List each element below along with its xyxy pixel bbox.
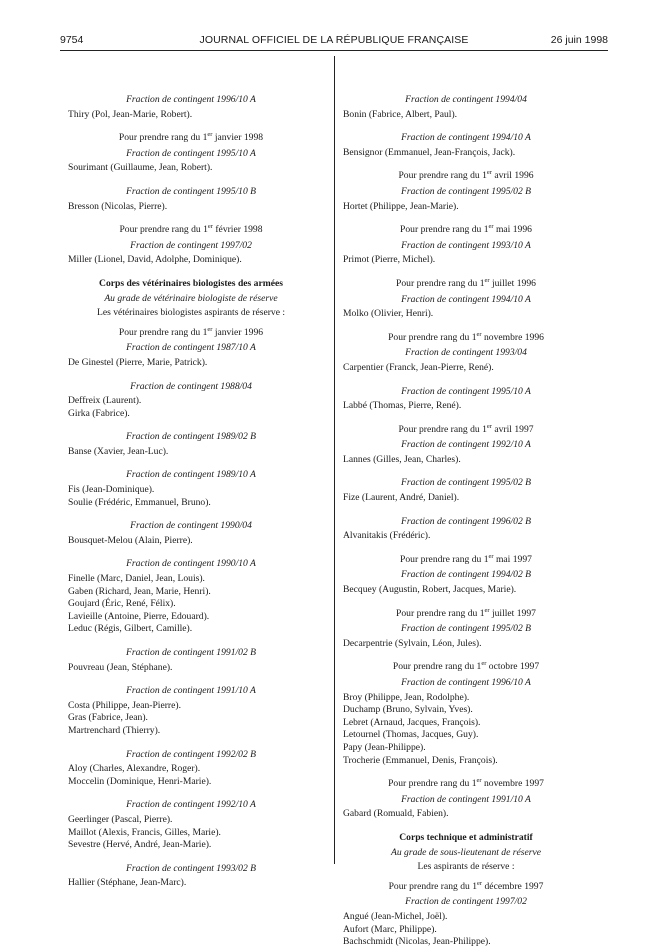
officer-name: Angué (Jean-Michel, Joël). <box>343 910 448 922</box>
officer-name: Fis (Jean-Dominique). <box>68 484 155 496</box>
page-number: 9754 <box>60 34 84 46</box>
column-divider <box>334 56 335 864</box>
officer-name: Miller (Lionel, David, Adolphe, Dominique). <box>68 254 242 266</box>
fraction-line: Fraction de contingent 1992/10 A <box>401 439 531 451</box>
rank-date-line: Pour prendre rang du 1er mai 1996 <box>400 222 532 236</box>
header-rule <box>60 50 608 51</box>
officer-name: Geerlinger (Pascal, Pierre). <box>68 813 173 825</box>
rank-date-line: Pour prendre rang du 1er octobre 1997 <box>392 660 540 673</box>
officer-name: Hortet (Philippe, Jean-Marie). <box>343 200 459 212</box>
officer-name: Fize (Laurent, André, Daniel). <box>343 492 460 504</box>
fraction-line: Fraction de contingent 1995/10 A <box>401 385 531 397</box>
officer-name: Bensignor (Emmanuel, Jean-François, Jack). <box>343 146 516 158</box>
officer-name: Bresson (Nicolas, Pierre). <box>68 200 168 212</box>
officer-name: Aloy (Charles, Alexandre, Roger). <box>68 763 201 775</box>
grade-line: Au grade de vétérinaire biologiste de réserve <box>104 292 278 304</box>
rank-date-line: Pour prendre rang du 1er juillet 1996 <box>396 276 536 289</box>
rank-date-line: Pour prendre rang du 1er novembre 1996 <box>388 330 544 343</box>
fraction-line: Fraction de contingent 1994/04 <box>405 94 527 105</box>
officer-name: Broy (Philippe, Jean, Rodolphe). <box>343 691 470 703</box>
fraction-line: Fraction de contingent 1992/02 B <box>125 748 257 760</box>
rank-date-line: Pour prendre rang du 1er avril 1996 <box>398 169 534 182</box>
rank-date-line: Pour prendre rang du 1er mai 1997 <box>400 552 532 565</box>
officer-name: Gaben (Richard, Jean, Marie, Henri). <box>68 585 211 597</box>
intro-line: Les vétérinaires biologistes aspirants de réserve : <box>96 307 286 319</box>
fraction-line: Fraction de contingent 1990/10 A <box>126 558 256 570</box>
rank-date-line: Pour prendre rang du 1er avril 1997 <box>398 422 534 435</box>
officer-name: Leduc (Régis, Gilbert, Camille). <box>68 623 193 635</box>
fraction-line: Fraction de contingent 1993/02 B <box>125 862 257 874</box>
officer-name: Letournel (Thomas, Jacques, Guy). <box>343 729 479 741</box>
officer-name: Duchamp (Bruno, Sylvain, Yves). <box>343 704 473 716</box>
fraction-line: Fraction de contingent 1994/02 B <box>400 569 532 581</box>
fraction-line: Fraction de contingent 1988/04 <box>130 380 252 392</box>
rank-date-line: Pour prendre rang du 1er janvier 1998 <box>118 131 264 144</box>
fraction-line: Fraction de contingent 1997/02 <box>405 896 527 908</box>
officer-name: Martrenchard (Thierry). <box>68 724 161 736</box>
officer-name: Carpentier (Franck, Jean-Pierre, René). <box>343 361 494 373</box>
left-column <box>68 94 314 890</box>
officer-name: Sourimant (Guillaume, Jean, Robert). <box>68 162 213 174</box>
fraction-line: Fraction de contingent 1993/10 A <box>401 239 531 251</box>
fraction-line: Fraction de contingent 1992/10 A <box>126 799 256 811</box>
officer-name: Banse (Xavier, Jean-Luc). <box>68 445 169 457</box>
rank-date-line: Pour prendre rang du 1er décembre 1997 <box>388 879 544 892</box>
officer-name: Sevestre (Hervé, André, Jean-Marie). <box>68 839 212 851</box>
officer-name: Gras (Fabrice, Jean). <box>68 712 148 724</box>
officer-name: Finelle (Marc, Daniel, Jean, Louis). <box>68 573 205 585</box>
fraction-line: Fraction de contingent 1987/10 A <box>126 342 256 354</box>
officer-name: Goujard (Éric, René, Félix). <box>68 598 176 610</box>
officer-name: Molko (Olivier, Henri). <box>343 308 434 320</box>
officer-name: Costa (Philippe, Jean-Pierre). <box>68 699 181 711</box>
fraction-line: Fraction de contingent 1991/02 B <box>125 647 257 658</box>
fraction-line: Fraction de contingent 1995/02 B <box>400 623 532 635</box>
fraction-line: Fraction de contingent 1994/10 A <box>401 293 531 305</box>
rank-date-line: Pour prendre rang du 1er janvier 1996 <box>118 325 264 338</box>
officer-name: Girka (Fabrice). <box>68 407 130 419</box>
fraction-line: Fraction de contingent 1989/02 B <box>125 431 257 443</box>
publication-date: 26 juin 1998 <box>550 34 608 46</box>
officer-name: Alvanitakis (Frédéric). <box>343 530 431 542</box>
journal-title: JOURNAL OFFICIEL DE LA RÉPUBLIQUE FRANÇAISE <box>199 34 469 46</box>
officer-name: Papy (Jean-Philippe). <box>343 741 426 753</box>
rank-date-line: Pour prendre rang du 1er février 1998 <box>119 222 263 236</box>
rank-date-line: Pour prendre rang du 1er juillet 1997 <box>396 606 536 619</box>
officer-name: Bousquet-Melou (Alain, Pierre). <box>68 534 193 546</box>
fraction-line: Fraction de contingent 1995/10 B <box>125 185 257 197</box>
fraction-line: Fraction de contingent 1993/04 <box>405 347 527 359</box>
fraction-line: Fraction de contingent 1995/02 B <box>400 185 532 197</box>
officer-name: Thiry (Pol, Jean-Marie, Robert). <box>68 108 193 120</box>
fraction-line: Fraction de contingent 1994/10 A <box>401 132 531 144</box>
fraction-line: Fraction de contingent 1997/02 <box>130 239 252 251</box>
officer-name: Aufort (Marc, Philippe). <box>343 923 437 935</box>
officer-name: Hallier (Stéphane, Jean-Marc). <box>68 877 187 889</box>
fraction-line: Fraction de contingent 1996/10 A <box>126 94 256 105</box>
officer-name: Bachschmidt (Nicolas, Jean-Philippe). <box>343 936 491 948</box>
officer-name: Bonin (Fabrice, Albert, Paul). <box>343 108 458 120</box>
officer-name: Becquey (Augustin, Robert, Jacques, Marie). <box>343 584 517 596</box>
officer-name: Moccelin (Dominique, Henri-Marie). <box>68 775 212 787</box>
officer-name: Lavieille (Antoine, Pierre, Edouard). <box>68 610 210 622</box>
officer-name: De Ginestel (Pierre, Marie, Patrick). <box>68 356 208 368</box>
officer-name: Trocherie (Emmanuel, Denis, François). <box>343 754 498 766</box>
page-header <box>60 34 608 50</box>
fraction-line: Fraction de contingent 1996/02 B <box>400 515 532 527</box>
grade-line: Au grade de sous-lieutenant de réserve <box>391 846 541 858</box>
intro-line: Les aspirants de réserve : <box>417 861 515 873</box>
officer-name: Labbé (Thomas, Pierre, René). <box>343 400 462 412</box>
fraction-line: Fraction de contingent 1995/02 B <box>400 477 532 489</box>
fraction-line: Fraction de contingent 1991/10 A <box>126 685 256 697</box>
officer-name: Lebret (Arnaud, Jacques, François). <box>343 716 481 728</box>
officer-name: Decarpentrie (Sylvain, Léon, Jules). <box>343 637 482 649</box>
corps-heading: Corps des vétérinaires biologistes des armées <box>99 277 283 289</box>
fraction-line: Fraction de contingent 1989/10 A <box>126 469 256 481</box>
officer-name: Lannes (Gilles, Jean, Charles). <box>343 453 461 465</box>
rank-date-line: Pour prendre rang du 1er novembre 1997 <box>388 776 544 790</box>
fraction-line: Fraction de contingent 1995/10 A <box>126 147 256 159</box>
officer-name: Maillot (Alexis, Francis, Gilles, Marie). <box>68 826 221 838</box>
fraction-line: Fraction de contingent 1990/04 <box>130 520 252 532</box>
right-column <box>343 94 589 949</box>
corps-heading: Corps technique et administratif <box>399 831 533 843</box>
fraction-line: Fraction de contingent 1996/10 A <box>401 677 531 688</box>
officer-name: Deffreix (Laurent). <box>68 395 142 407</box>
officer-name: Gabard (Romuald, Fabien). <box>343 808 449 820</box>
officer-name: Pouvreau (Jean, Stéphane). <box>68 661 173 673</box>
officer-name: Soulie (Frédéric, Emmanuel, Bruno). <box>68 496 211 508</box>
officer-name: Primot (Pierre, Michel). <box>343 254 436 266</box>
fraction-line: Fraction de contingent 1991/10 A <box>401 793 531 805</box>
